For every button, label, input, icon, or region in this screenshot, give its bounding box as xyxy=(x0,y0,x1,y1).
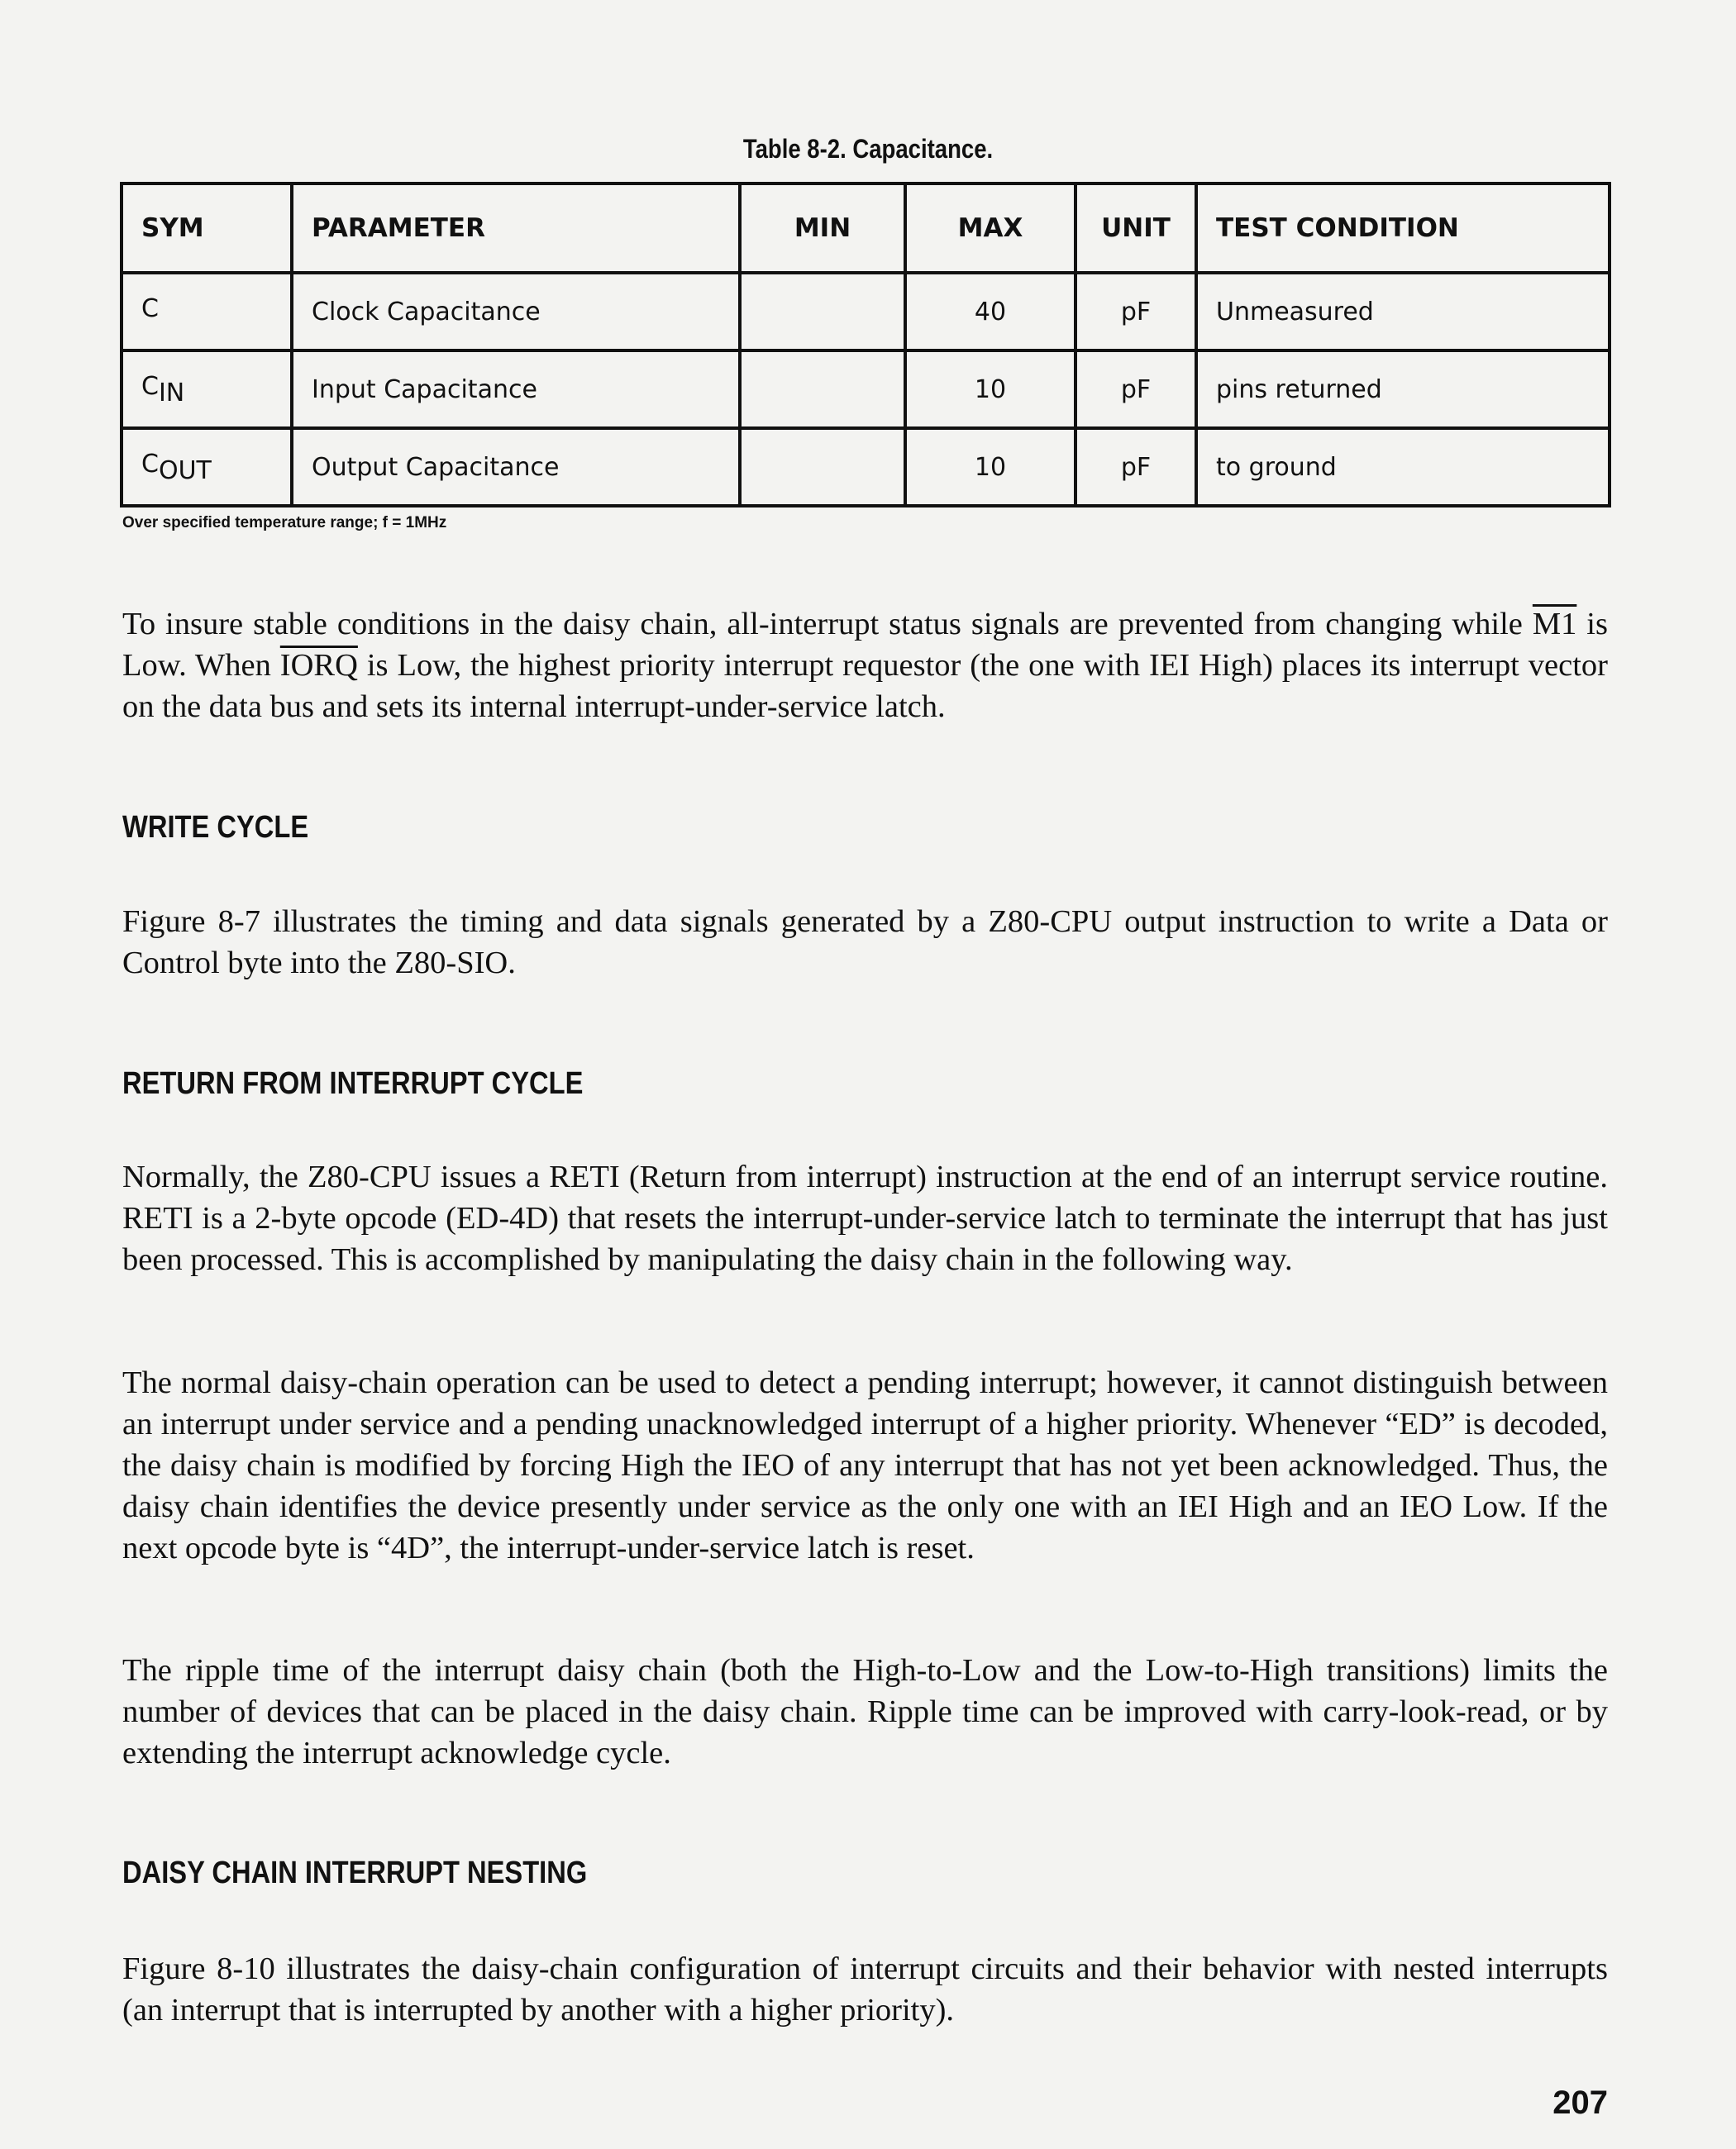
return-interrupt-paragraph-2: The normal daisy-chain operation can be used to detect a pending interrupt; however, it cannot distinguish between an interrupt under service and a pending unacknowledged interrupt of a higher priority. Whenever “ED” is decoded, the daisy chain is modified by forcing High the IEO of any interrupt that has not yet been acknowledged. Thus, the daisy chain identifies the device presently under service as the only one with an IEI High and an IEO Low. If the next opcode byte is “4D”, the interrupt-under-service latch is reset. xyxy=(122,1365,1608,1565)
write-cycle-paragraph: Figure 8-7 illustrates the timing and data signals generated by a Z80-CPU output instruction to write a Data or Control byte into the Z80-SIO. xyxy=(122,904,1608,980)
cell-unit: pF xyxy=(1075,350,1196,428)
cell-unit: pF xyxy=(1075,428,1196,506)
cell-sym: $C_{IN}$ xyxy=(122,350,292,428)
cell-unit: pF xyxy=(1075,273,1196,350)
return-interrupt-heading: RETURN FROM INTERRUPT CYCLE xyxy=(122,1066,584,1101)
cell-min xyxy=(740,428,905,506)
cell-condition: Unmeasured xyxy=(1196,273,1610,350)
header-test-condition: TEST CONDITION xyxy=(1196,183,1610,273)
cell-parameter: Output Capacitance xyxy=(292,428,740,506)
cell-parameter: Input Capacitance xyxy=(292,350,740,428)
header-unit: UNIT xyxy=(1075,183,1196,273)
m1-signal: M1 xyxy=(1532,607,1577,641)
capacitance-table xyxy=(120,182,1611,507)
iorq-signal: IORQ xyxy=(279,648,358,683)
cell-min xyxy=(740,273,905,350)
header-sym: SYM xyxy=(122,183,292,273)
cell-condition: to ground xyxy=(1196,428,1610,506)
cell-max: 10 xyxy=(905,428,1075,506)
header-max: MAX xyxy=(905,183,1075,273)
table-footnote: Over specified temperature range; f = 1MHz xyxy=(122,514,447,531)
table-header-row xyxy=(122,183,1610,273)
cell-max: 40 xyxy=(905,273,1075,350)
return-interrupt-paragraph-1: Normally, the Z80-CPU issues a RETI (Return from interrupt) instruction at the end of an interrupt service routine. RETI is a 2-byte opcode (ED-4D) that resets the interrupt-under-service latch to terminate the interrupt that has just been processed. This is accomplished by manipulating the daisy chain in the following way. xyxy=(122,1160,1608,1277)
cell-sym: $C_{OUT}$ xyxy=(122,428,292,506)
cell-condition: pins returned xyxy=(1196,350,1610,428)
return-interrupt-paragraph-3: The ripple time of the interrupt daisy chain (both the High-to-Low and the Low-to-High transitions) limits the number of devices that can be placed in the daisy chain. Ripple time can be improved with carry-look-read, or by extending the interrupt acknowledge cycle. xyxy=(122,1653,1608,1770)
daisy-chain-paragraph: To insure stable conditions in the daisy chain, all-interrupt status signals are prevented from changing while M1 is Low. When IORQ is Low, the highest priority interrupt requestor (the one with IEI High) places its interrupt vector on the data bus and sets its internal interrupt-under-service latch. xyxy=(122,607,1608,724)
write-cycle-heading: WRITE CYCLE xyxy=(122,810,309,845)
page-number: 207 xyxy=(1552,2085,1608,2121)
cell-sym: C xyxy=(122,273,292,350)
table-row xyxy=(122,350,1610,428)
header-parameter: PARAMETER xyxy=(292,183,740,273)
cell-min xyxy=(740,350,905,428)
header-min: MIN xyxy=(740,183,905,273)
nesting-heading: DAISY CHAIN INTERRUPT NESTING xyxy=(122,1856,588,1890)
table-row xyxy=(122,273,1610,350)
nesting-paragraph: Figure 8-10 illustrates the daisy-chain configuration of interrupt circuits and their behavior with nested interrupts (an interrupt that is interrupted by another with a higher priority). xyxy=(122,1951,1608,2027)
table-caption: Table 8-2. Capacitance. xyxy=(742,134,994,164)
cell-parameter: Clock Capacitance xyxy=(292,273,740,350)
cell-max: 10 xyxy=(905,350,1075,428)
table-row xyxy=(122,428,1610,506)
